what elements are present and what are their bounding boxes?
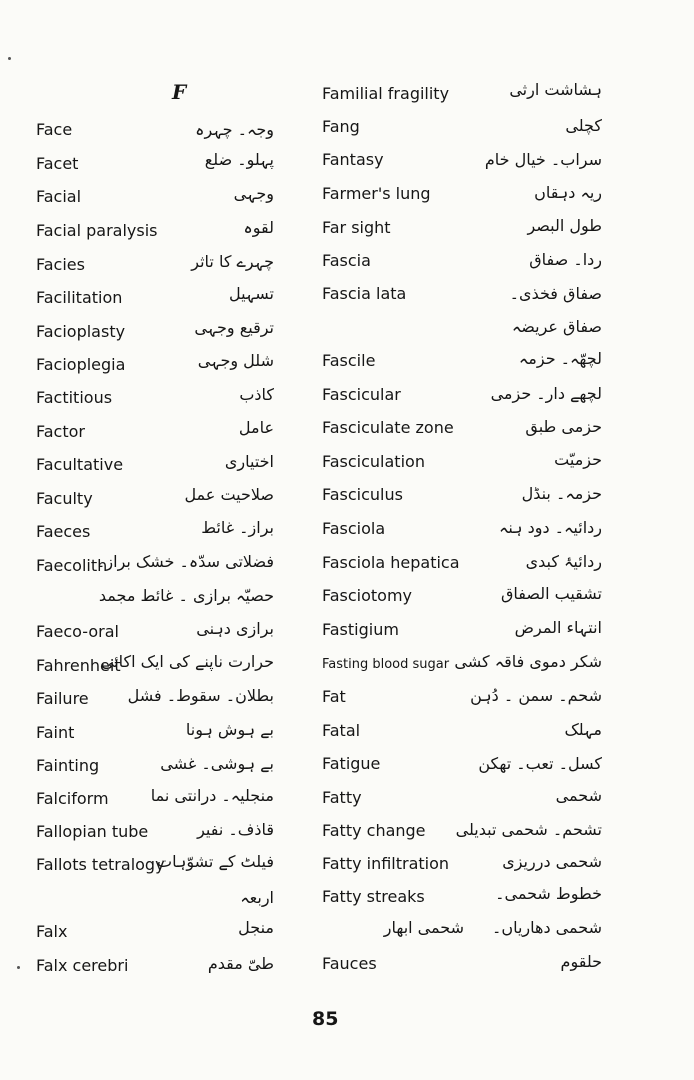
entry-term: Fascia [322,251,371,270]
entry-urdu: حزمہ۔ بنڈل [521,484,602,503]
entry-urdu: شحمی [555,786,602,805]
entry-urdu: کاذب [239,385,274,404]
entry-term: Facilitation [36,288,123,307]
entry-urdu: شحمی دھاریاں۔ [491,918,602,937]
entry-term: Fatigue [322,754,381,773]
entry-urdu: ردا۔ صفاق [529,250,602,269]
entry-urdu: ردائیۂ کبدی [525,552,602,571]
entry-urdu: طول البصر [527,216,602,235]
entry-term: Fat [322,687,346,706]
entry-term: Farmer's lung [322,184,431,203]
entry-urdu: مہلک [564,720,602,739]
entry-term: Faecolith [36,556,108,575]
entry-term: Fasciotomy [322,586,413,605]
entry-urdu: قاذف۔ نفیر [197,820,274,839]
entry-urdu: پہلو۔ ضلع [204,150,274,169]
entry-urdu: بے ہوشی۔ غشی [160,754,274,773]
entry-urdu: بطلان۔ سقوط۔ فشل [127,686,274,705]
entry-term: Fainting [36,756,100,775]
page-number: 85 [312,1008,339,1030]
page-speck [8,57,11,60]
entry-term: Fatty streaks [322,887,425,906]
entry-urdu: اربعہ [240,888,274,907]
entry-urdu: خطوط شحمی۔ [495,884,602,903]
entry-term: Falx cerebri [36,956,129,975]
entry-term: Fantasy [322,150,384,169]
entry-urdu: عامل [238,418,274,437]
entry-urdu: انتہاء المرض [514,618,602,637]
entry-urdu: شکر دموی فاقہ کشی [454,652,602,671]
entry-urdu: کسل۔ تعب۔ تھکن [478,754,602,773]
entry-term: Familial fragility [322,84,450,103]
section-letter: F [172,80,187,104]
entry-urdu: سراب۔ خیال خام [484,150,602,169]
entry-urdu: وجہی [233,184,274,203]
entry-urdu: تسہیل [228,284,274,303]
entry-term: Falx [36,922,68,941]
entry-urdu: شحم۔ سمن ۔ دُہن [470,686,602,705]
entry-term: Facial [36,187,82,206]
entry-urdu: حرارت ناپنے کی ایک اکائی [100,652,274,671]
entry-urdu: حزمیّت [554,450,602,469]
entry-term: Facultative [36,455,124,474]
entry-urdu: ردائیہ۔ دود ہنہ [498,518,602,537]
entry-urdu: حصیّہ برازی ۔ غائط مجمد [98,586,274,605]
entry-term: Far sight [322,218,391,237]
entry-urdu: کچلی [565,116,602,135]
entry-urdu: شحمی ابھار [383,918,464,937]
entry-term: Faeces [36,522,91,541]
entry-urdu: منجلیہ۔ درانتی نما [150,786,274,805]
entry-term: Fatty infiltration [322,854,450,873]
entry-term: Fasciola hepatica [322,553,460,572]
entry-term: Faint [36,723,75,742]
entry-term: Factitious [36,388,113,407]
entry-term: Fasciculate zone [322,418,454,437]
entry-term: Fatal [322,721,361,740]
entry-term: Facioplegia [36,355,126,374]
entry-term: Facial paralysis [36,221,158,240]
entry-urdu: حزمی طبق [525,417,602,436]
entry-urdu: صفاق عریضہ [511,317,602,336]
entry-urdu: طیّ مقدم [207,954,274,973]
entry-term: Fasting blood sugar [322,657,450,672]
entry-urdu: چہرے کا تاثر [191,252,274,271]
entry-term: Fasciculus [322,485,403,504]
entry-term: Fasciculation [322,452,425,471]
entry-urdu: شلل وجہی [197,351,274,370]
entry-term: Fatty change [322,821,426,840]
entry-term: Failure [36,689,89,708]
page-speck [17,966,20,969]
entry-urdu: لقوہ [243,218,274,237]
entry-urdu: لچھّہ۔ حزمہ [518,349,602,368]
entry-term: Fascia lata [322,284,407,303]
entry-urdu: شحمی درریزی [502,852,602,871]
entry-urdu: فضلاتی سدّہ۔ خشک براز۔ [96,552,274,571]
entry-urdu: حلقوم [560,952,602,971]
entry-term: Fang [322,117,360,136]
entry-urdu: صلاحیت عمل [184,485,274,504]
entry-urdu: ہشاشت ارثی [509,80,602,99]
entry-term: Faculty [36,489,93,508]
entry-term: Faeco-oral [36,622,119,641]
entry-term: Facet [36,154,79,173]
entry-term: Factor [36,422,85,441]
entry-term: Facioplasty [36,322,126,341]
entry-urdu: لچھے دار۔ حزمی [490,384,602,403]
entry-urdu: ترقیع وجہی [194,318,274,337]
entry-term: Fauces [322,954,377,973]
entry-urdu: برازی دہنی [196,619,274,638]
entry-urdu: فیلٹ کے تشوّہات [157,852,274,871]
entry-urdu: تشحم۔ شحمی تبدیلی [455,820,602,839]
entry-urdu: صفاق فخذی۔ [509,284,602,303]
entry-term: Fascile [322,351,376,370]
entry-term: Fastigium [322,620,399,639]
entry-urdu: براز۔ غائط [201,518,274,537]
entry-term: Facies [36,255,85,274]
entry-term: Fallots tetralogy [36,855,165,874]
entry-urdu: بے ہوش ہونا [185,720,274,739]
entry-term: Fascicular [322,385,401,404]
entry-urdu: منجل [238,918,274,937]
entry-term: Falciform [36,789,109,808]
entry-term: Fallopian tube [36,822,149,841]
entry-term: Fatty [322,788,362,807]
entry-term: Fahrenheit [36,656,121,675]
entry-urdu: تشقیب الصفاق [500,584,602,603]
entry-urdu: وجہ۔ چہرہ [195,120,274,139]
entry-term: Face [36,120,73,139]
entry-urdu: ریہ دہقاں [534,183,602,202]
entry-urdu: اختیاری [224,452,274,471]
entry-term: Fasciola [322,519,386,538]
